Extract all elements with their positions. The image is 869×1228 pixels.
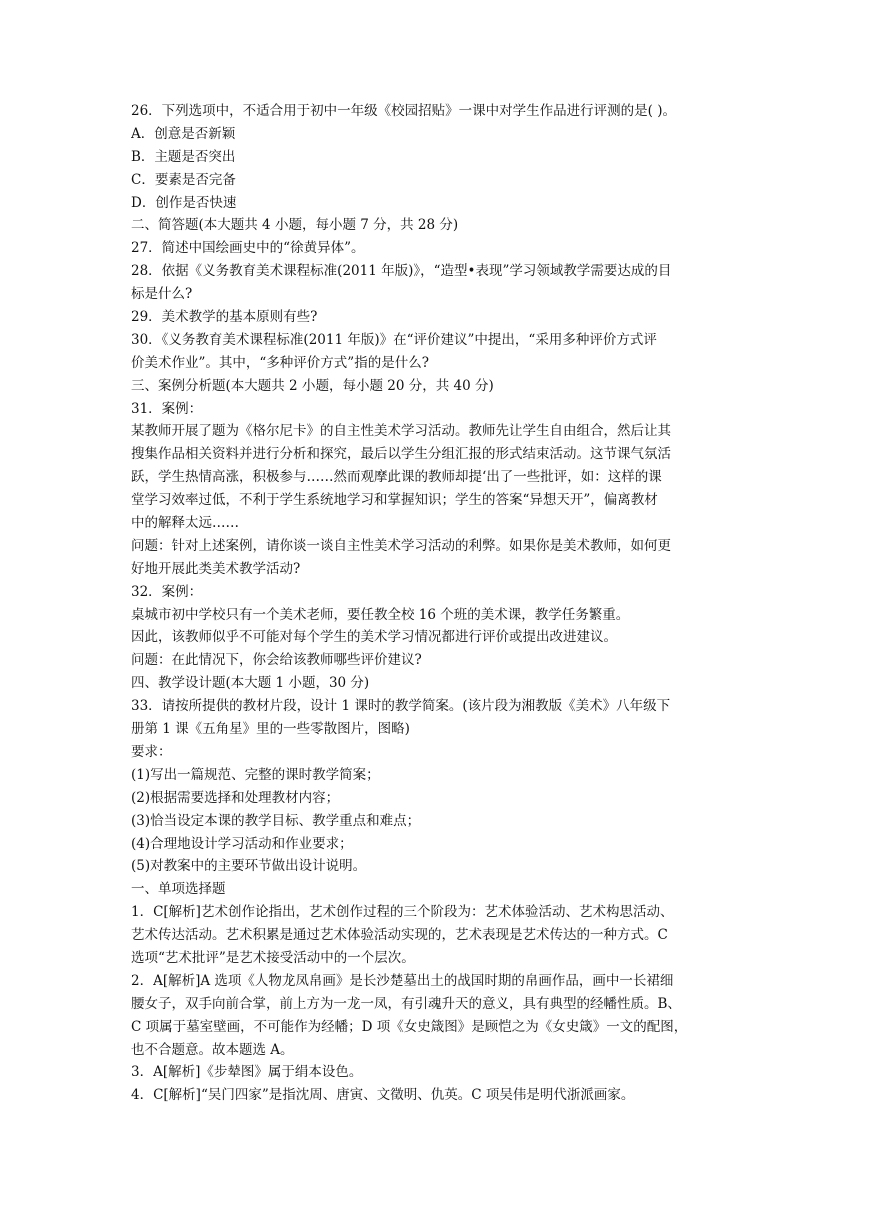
case-32-text-line-2: 因此，该教师似乎不可能对每个学生的美术学习情况都进行评价或提出改进建议。 [131, 629, 617, 646]
answer-4: 4．C[解析]“吴门四家”是指沈周、唐寅、文徵明、仇英。C 项吴伟是明代浙派画家。 [131, 1087, 635, 1104]
question-33-line-2: 册第 1 课《五角星》里的一些零散图片，图略) [131, 721, 410, 738]
question-28-line-2: 标是什么? [131, 286, 193, 303]
case-31-text-line-3: 跃，学生热情高涨，积极参与……然而观摩此课的教师却提‘出了一些批评，如：这样的课 [131, 469, 662, 486]
answer-2-line-3: C 项属于墓室壁画，不可能作为经幡；D 项《女史箴图》是顾恺之为《女史箴》一文的配图， [131, 1018, 688, 1035]
requirements-label: 要求： [131, 743, 172, 760]
case-32-text-line-1: 桌城市初中学校只有一个美术老师，要任教全校 16 个班的美术课，教学任务繁重。 [131, 606, 630, 623]
question-26-stem: 26．下列选项中，不适合用于初中一年级《校园招贴》一课中对学生作品进行评测的是( )。 [131, 103, 677, 119]
question-32-label: 32．案例： [131, 583, 203, 600]
question-27: 27．简述中国绘画史中的“徐黄异体”。 [131, 240, 365, 257]
option-a: A．创意是否新颖 [131, 125, 236, 142]
section-heading-answers-single-choice: 一、单项选择题 [131, 881, 226, 898]
document-page [131, 100, 743, 1107]
case-31-text-line-4: 堂学习效率过低，不利于学生系统地学习和掌握知识；学生的答案“异想天开”，偏离教材 [131, 492, 658, 509]
answer-1-line-1: 1．C[解析]艺术创作论指出，艺术创作过程的三个阶段为：艺术体验活动、艺术构思活动、 [131, 904, 674, 921]
answer-3: 3．A[解析]《步辇图》属于绢本设色。 [131, 1064, 363, 1081]
question-30-line-1: 30．《义务教育美术课程标准(2011 年版)》在“评价建议”中提出，“采用多种评价方式评 [131, 331, 657, 348]
answer-1-line-2: 艺术传达活动。艺术积累是通过艺术体验活动实现的，艺术表现是艺术传达的一种方式。C [131, 927, 668, 944]
option-c: C．要素是否完备 [131, 171, 236, 188]
requirement-2: (2)根据需要选择和处理教材内容； [131, 789, 340, 806]
requirement-4: (4)合理地设计学习活动和作业要求； [131, 835, 353, 852]
answer-2-line-1: 2．A[解析]A 选项《人物龙凤帛画》是长沙楚墓出土的战国时期的帛画作品，画中一长裙细 [131, 972, 674, 989]
question-30-line-2: 价美术作业”。其中，“多种评价方式”指的是什么? [131, 354, 429, 371]
question-31-label: 31．案例： [131, 400, 203, 417]
requirement-5: (5)对教案中的主要环节做出设计说明。 [131, 858, 367, 875]
option-b: B．主题是否突出 [131, 148, 236, 165]
question-28-line-1: 28．依据《义务教育美术课程标准(2011 年版)》，“造型•表现”学习领域教学需要达成的目 [131, 263, 672, 280]
section-heading-teaching-design: 四、教学设计题(本大题 1 小题，30 分) [131, 675, 370, 692]
case-32-question: 问题：在此情况下，你会给该教师哪些评价建议? [131, 652, 422, 669]
answer-2-line-2: 腰女子，双手向前合掌，前上方为一龙一凤，有引魂升天的意义，具有典型的经幡性质。B、 [131, 995, 681, 1012]
question-33-line-1: 33．请按所提供的教材片段，设计 1 课时的教学简案。(该片段为湘教版《美术》八年级下 [131, 698, 671, 715]
answer-2-line-4: 也不合题意。故本题选 A。 [131, 1041, 294, 1058]
requirement-1: (1)写出一篇规范、完整的课时教学简案； [131, 766, 380, 783]
answer-1-line-3: 选项“艺术批评”是艺术接受活动中的一个层次。 [131, 949, 415, 966]
section-heading-case-analysis: 三、案例分析题(本大题共 2 小题，每小题 20 分，共 40 分) [131, 377, 494, 394]
option-d: D．创作是否快速 [131, 194, 237, 211]
section-heading-short-answer: 二、简答题(本大题共 4 小题，每小题 7 分，共 28 分) [131, 217, 459, 234]
requirement-3: (3)恰当设定本课的教学目标、教学重点和难点； [131, 812, 421, 829]
case-31-question-line-1: 问题：针对上述案例，请你谈一谈自主性美术学习活动的利弊。如果你是美术教师，如何更 [131, 537, 671, 554]
question-29: 29．美术教学的基本原则有些? [131, 309, 318, 326]
case-31-question-line-2: 好地开展此类美术教学活动? [131, 560, 301, 577]
case-31-text-line-1: 某教师开展了题为《格尔尼卡》的自主性美术学习活动。教师先让学生自由组合，然后让其 [131, 423, 671, 440]
case-31-text-line-5: 中的解释太远…… [131, 515, 239, 532]
case-31-text-line-2: 搜集作品相关资料并进行分析和探究，最后以学生分组汇报的形式结束活动。这节课气氛活 [131, 446, 671, 463]
